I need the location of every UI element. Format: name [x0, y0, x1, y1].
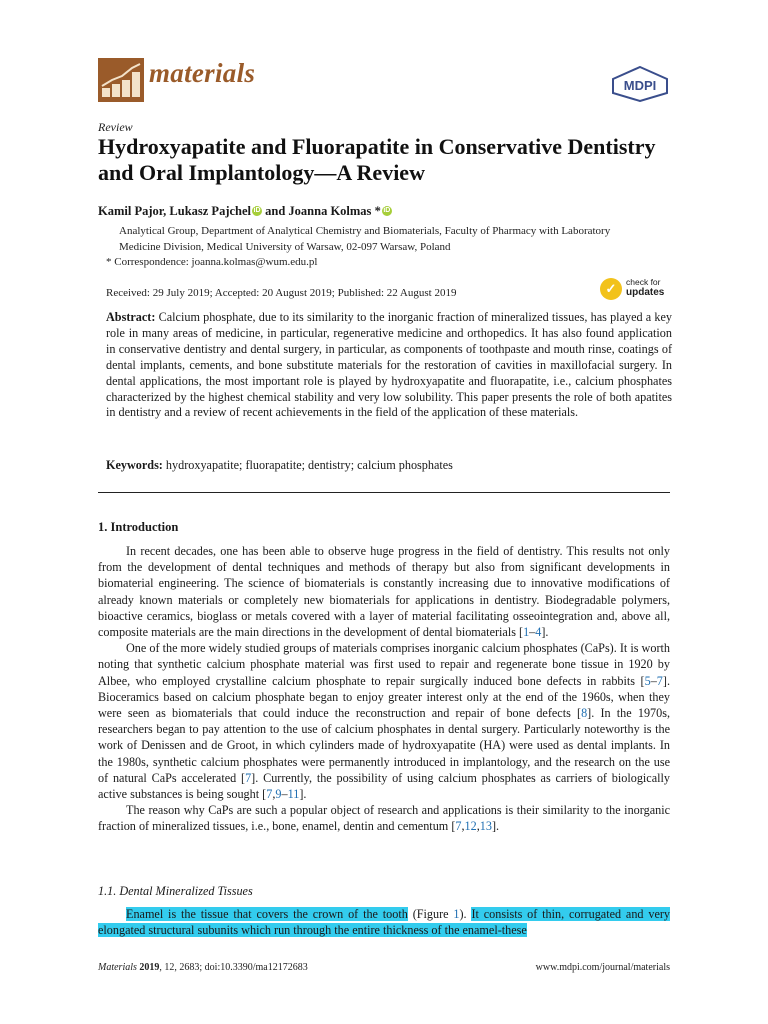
abstract-label: Abstract: — [106, 310, 156, 324]
journal-name: materials — [149, 58, 256, 88]
affiliation-block — [106, 224, 671, 271]
materials-logo-icon — [98, 58, 144, 102]
reference-link[interactable]: 12 — [464, 819, 477, 834]
affiliation-line: Analytical Group, Department of Analytical Chemistry and Biomaterials, Faculty of Pharmacy with Laboratory — [119, 225, 611, 237]
author-name: Lukasz Pajchel — [169, 204, 252, 218]
correspondence: * Correspondence: joanna.kolmas@wum.edu.pl — [106, 256, 318, 268]
corresponding-star: * — [371, 204, 381, 218]
reference-link[interactable]: 11 — [287, 787, 300, 802]
footer-citation: Materials 2019, 12, 2683; doi:10.3390/ma12172683 — [98, 962, 308, 973]
orcid-icon[interactable]: iD — [383, 207, 391, 214]
reference-link[interactable]: 7 — [455, 819, 462, 834]
paragraph: One of the more widely studied groups of materials comprises inorganic calcium phosphates (CaPs). It is worth noting that synthetic calcium phosphate material was first used to repair and regenerate bone tissue in 1920 by Albee, who employed crystalline calcium phosphate to repair surgically induced bone defects in rabbits [5–7]. Bioceramics based on calcium phosphate began to enjoy greater interest only at the end of the 1960s, when they were seen as biomaterials that could induce the reconstruction and repair of bone defects [8]. In the 1970s, researchers began to pay attention to the use of calcium phosphates in dental surgery. Particularly noteworthy is the work of Denissen and de Groot, in which cylinders made of hydroxyapatite (HA) were used as dental implants. In the 1980s, synthetic calcium phosphates were permanently introduced in implantology, and the research on the use of natural CaPs accelerated [7]. Currently, the possibility of using calcium phosphates as carriers of biologically active substances is being sought [7,9–11]. — [98, 641, 671, 802]
article-type: Review — [98, 120, 133, 134]
highlighted-paragraph: Enamel is the tissue that covers the crown of the tooth (Figure 1). It consists of thin, corrugated and very elongated structural subunits which run through the entire thickness of the enamel-these — [98, 907, 671, 938]
keywords-label: Keywords: — [106, 458, 163, 472]
figure-link[interactable]: 1 — [453, 907, 460, 921]
introduction-body — [98, 543, 670, 835]
subsection-heading: 1.1. Dental Mineralized Tissues — [98, 884, 253, 898]
author-name: Kamil Pajor, — [98, 204, 170, 218]
abstract — [106, 310, 672, 421]
footer-journal-url[interactable]: www.mdpi.com/journal/materials — [535, 962, 670, 973]
section-divider — [98, 492, 670, 493]
text-highlight[interactable]: Enamel is the tissue that covers the crown of the tooth — [126, 907, 408, 921]
orcid-icon[interactable]: iD — [253, 207, 261, 214]
paragraph: The reason why CaPs are such a popular object of research and applications is their similarity to the inorganic fraction of mineralized tissues, i.e., bone, enamel, dentin and cementum [7,12,13]. — [98, 803, 670, 834]
reference-link[interactable]: 9 — [275, 787, 282, 802]
reference-link[interactable]: 7 — [245, 770, 252, 785]
text-highlight[interactable]: It consists of thin, corrugated and very elongated structural subunits which run through the entire thickness of the enamel-these — [98, 907, 671, 938]
keywords-text: hydroxyapatite; fluorapatite; dentistry; calcium phosphates — [162, 458, 453, 472]
reference-link[interactable]: 4 — [535, 625, 542, 640]
abstract-text: Calcium phosphate, due to its similarity to the inorganic fraction of mineralized tissues, has played a key role in many areas of medicine, in particular, regenerative medicine and orthopedics. It has also found application in conservative dentistry and dental surgery, in particular, as components of toothpaste and mouth rinse, coatings of dental implants, cements, and bone substitute materials for the restoration of cavities in maxillofacial surgery. In dental applications, the most important role is played by hydroxyapatite and fluorapatite, i.e., calcium phosphates characterized by the highest chemical stability and very low solubility. This paper presents the role of both apatites in dentistry and a review of recent achievements in the field of the application of these materials. — [106, 310, 672, 420]
reference-link[interactable]: 7 — [656, 673, 663, 688]
article-title: Hydroxyapatite and Fluorapatite in Conservative Dentistry and Oral Implantology—A Review — [98, 134, 656, 185]
check-updates-label: check for updates — [626, 277, 665, 298]
check-icon: ✓ — [600, 278, 622, 300]
reference-link[interactable]: 13 — [479, 819, 492, 834]
publication-dates: Received: 29 July 2019; Accepted: 20 August 2019; Published: 22 August 2019 — [106, 287, 457, 299]
reference-link[interactable]: 7 — [266, 787, 273, 802]
section-heading: 1. Introduction — [98, 520, 179, 534]
keywords — [106, 458, 672, 473]
reference-link[interactable]: 1 — [523, 625, 530, 640]
paragraph: In recent decades, one has been able to observe huge progress in the field of dentistry. This results not only from the development of dental techniques and methods of therapy but also from significant developments in biomaterial engineering. The science of biomaterials is constantly increasing due to innovative modifications of already known materials or completely new biomaterials for applications in dentistry. Biodegradable polymers, bioactive ceramics, bioglass or metals covered with a layer of material facilitating osseointegration and, above all, composite materials are the main directions in the development of dental biomaterials [1–4]. — [98, 544, 670, 640]
check-for-updates-button[interactable] — [600, 276, 672, 304]
author-name: Joanna Kolmas — [288, 204, 372, 218]
author-conjunction: and — [262, 204, 289, 218]
reference-link[interactable]: 8 — [581, 706, 588, 721]
mdpi-logo-icon — [610, 66, 670, 102]
mdpi-logo-text: MDPI — [623, 78, 657, 93]
author-list — [98, 204, 392, 219]
affiliation-line: Medicine Division, Medical University of Warsaw, 02-097 Warsaw, Poland — [119, 240, 451, 253]
reference-link[interactable]: 5 — [644, 673, 651, 688]
